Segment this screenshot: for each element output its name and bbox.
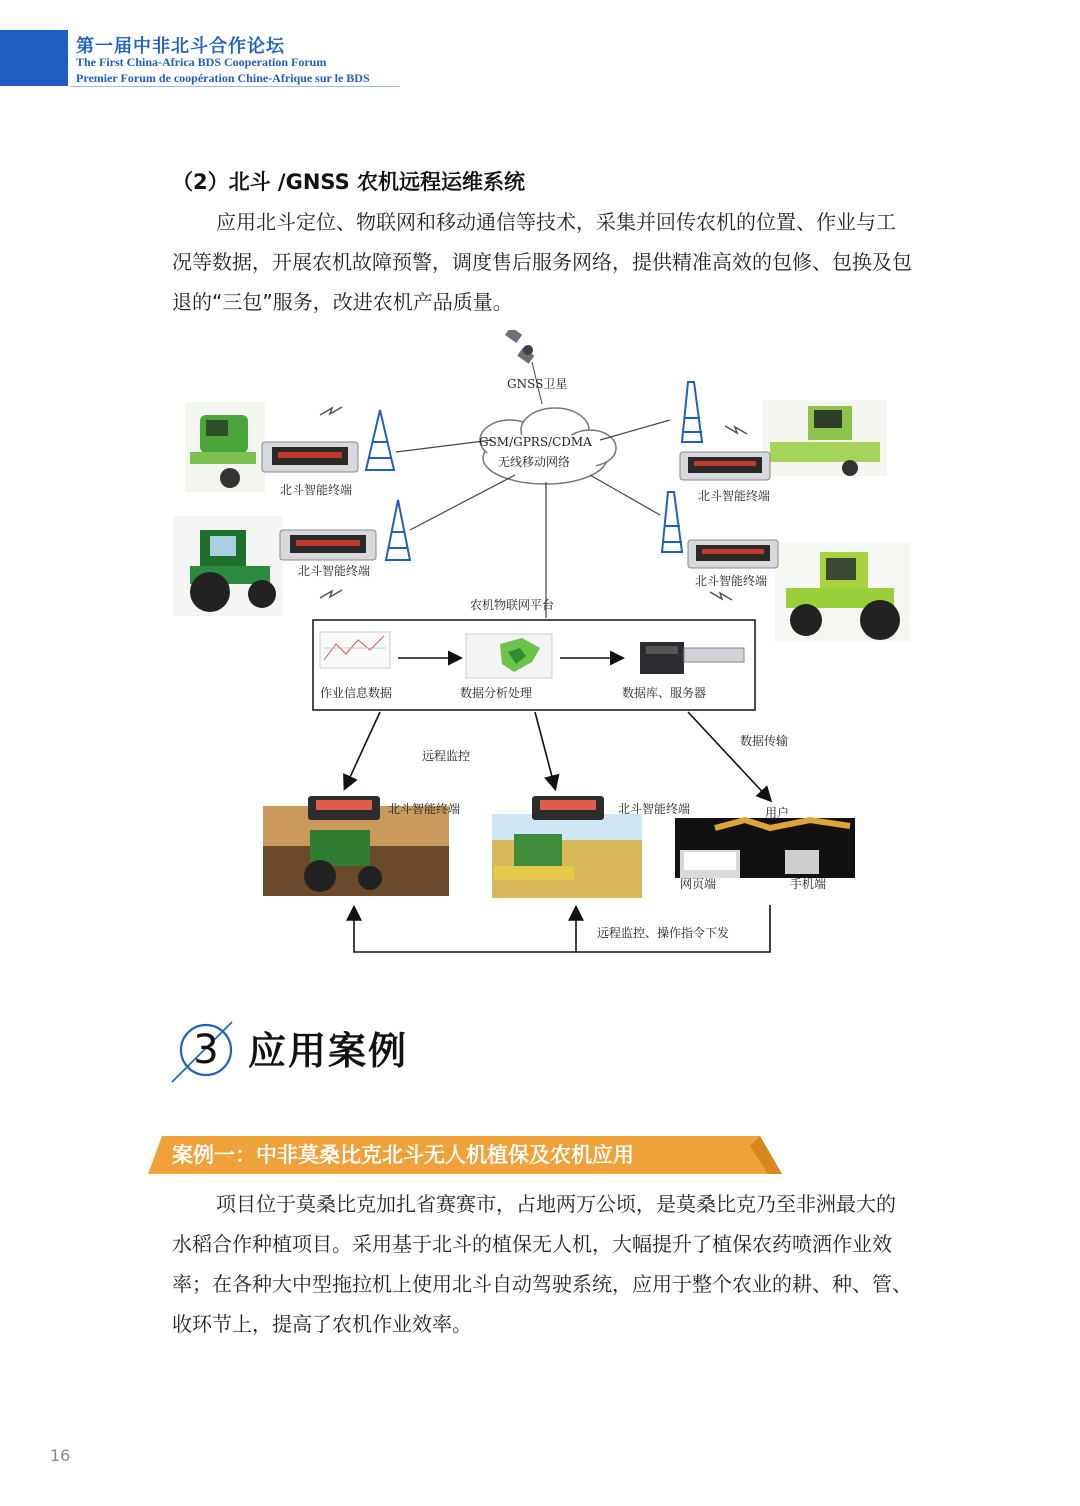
section-paragraph: 应用北斗定位、物联网和移动通信等技术，采集并回传农机的位置、作业与工况等数据，开展农机故障预警，调度售后服务网络，提供精准高效的包修、包换及包退的“三包”服务，改进农机产品质量。	[172, 210, 912, 314]
terminal-device-icon	[680, 452, 770, 480]
display-screen-icon	[308, 796, 380, 820]
header-divider	[70, 86, 400, 87]
platform-label: 农机物联网平台	[470, 598, 555, 612]
section-number: 3	[193, 1027, 219, 1073]
satellite-icon	[505, 330, 534, 364]
network-label-line2: 无线移动网络	[498, 455, 571, 469]
case-paragraph: 项目位于莫桑比克加扎省赛赛市，占地两万公顷，是莫桑比克乃至非洲最大的水稻合作种植项目。采用基于北斗的植保无人机，大幅提升了植保农药喷洒作业效率；在各种大中型拖拉机上使用北斗自动驾驶系统，应用于整个农业的耕、种、管、收环节上，提高了农机作业效率。	[172, 1192, 912, 1336]
platform-item-label: 作业信息数据	[320, 686, 393, 700]
data-transfer-label: 数据传输	[740, 734, 789, 748]
terminal-label: 北斗智能终端	[698, 489, 771, 503]
diagram-graphics	[170, 330, 915, 965]
terminal-label: 北斗智能终端	[280, 483, 353, 497]
analysis-map-icon	[466, 634, 552, 678]
platform-item-label: 数据库、服务器	[622, 686, 707, 700]
platform-item-label: 数据分析处理	[460, 686, 533, 700]
system-diagram	[170, 330, 915, 965]
case-banner-title: 案例一：中非莫桑比克北斗无人机植保及农机应用	[172, 1143, 634, 1167]
bottom-terminal-label: 北斗智能终端	[618, 802, 691, 816]
terminal-device-icon	[688, 540, 778, 568]
tractor-image-right	[775, 542, 910, 642]
feedback-label: 远程监控、操作指令下发	[597, 926, 730, 940]
user-device-label: 手机端	[790, 877, 827, 891]
data-sheet-icon	[320, 632, 390, 668]
user-devices-image	[675, 818, 855, 878]
terminal-device-icon	[280, 530, 376, 560]
harvester-image-left	[185, 402, 265, 492]
terminal-device-icon	[262, 442, 358, 472]
terminal-label: 北斗智能终端	[298, 564, 371, 578]
header-title-cn: 第一届中非北斗合作论坛	[76, 36, 285, 57]
user-label: 用户	[765, 806, 790, 820]
header-title-fr: Premier Forum de coopération Chine-Afrique sur le BDS	[76, 71, 370, 85]
remote-monitor-label: 远程监控	[422, 749, 471, 763]
terminal-label: 北斗智能终端	[695, 574, 768, 588]
tractor-image-left	[173, 516, 283, 616]
page-number: 16	[50, 1446, 71, 1465]
section-subheading: （2）北斗 /GNSS 农机远程运维系统	[172, 170, 526, 194]
user-device-label: 网页端	[680, 877, 717, 891]
section-title: 应用案例	[248, 1029, 409, 1073]
header-color-block	[0, 30, 68, 86]
satellite-label: GNSS卫星	[507, 377, 568, 391]
field-harvester-photo	[492, 814, 642, 898]
bottom-terminal-label: 北斗智能终端	[388, 802, 461, 816]
network-label-line1: GSM/GPRS/CDMA	[479, 435, 592, 449]
harvester-image-right	[762, 400, 887, 476]
header-title-en: The First China-Africa BDS Cooperation Forum	[76, 55, 327, 69]
display-screen-icon	[532, 796, 604, 820]
